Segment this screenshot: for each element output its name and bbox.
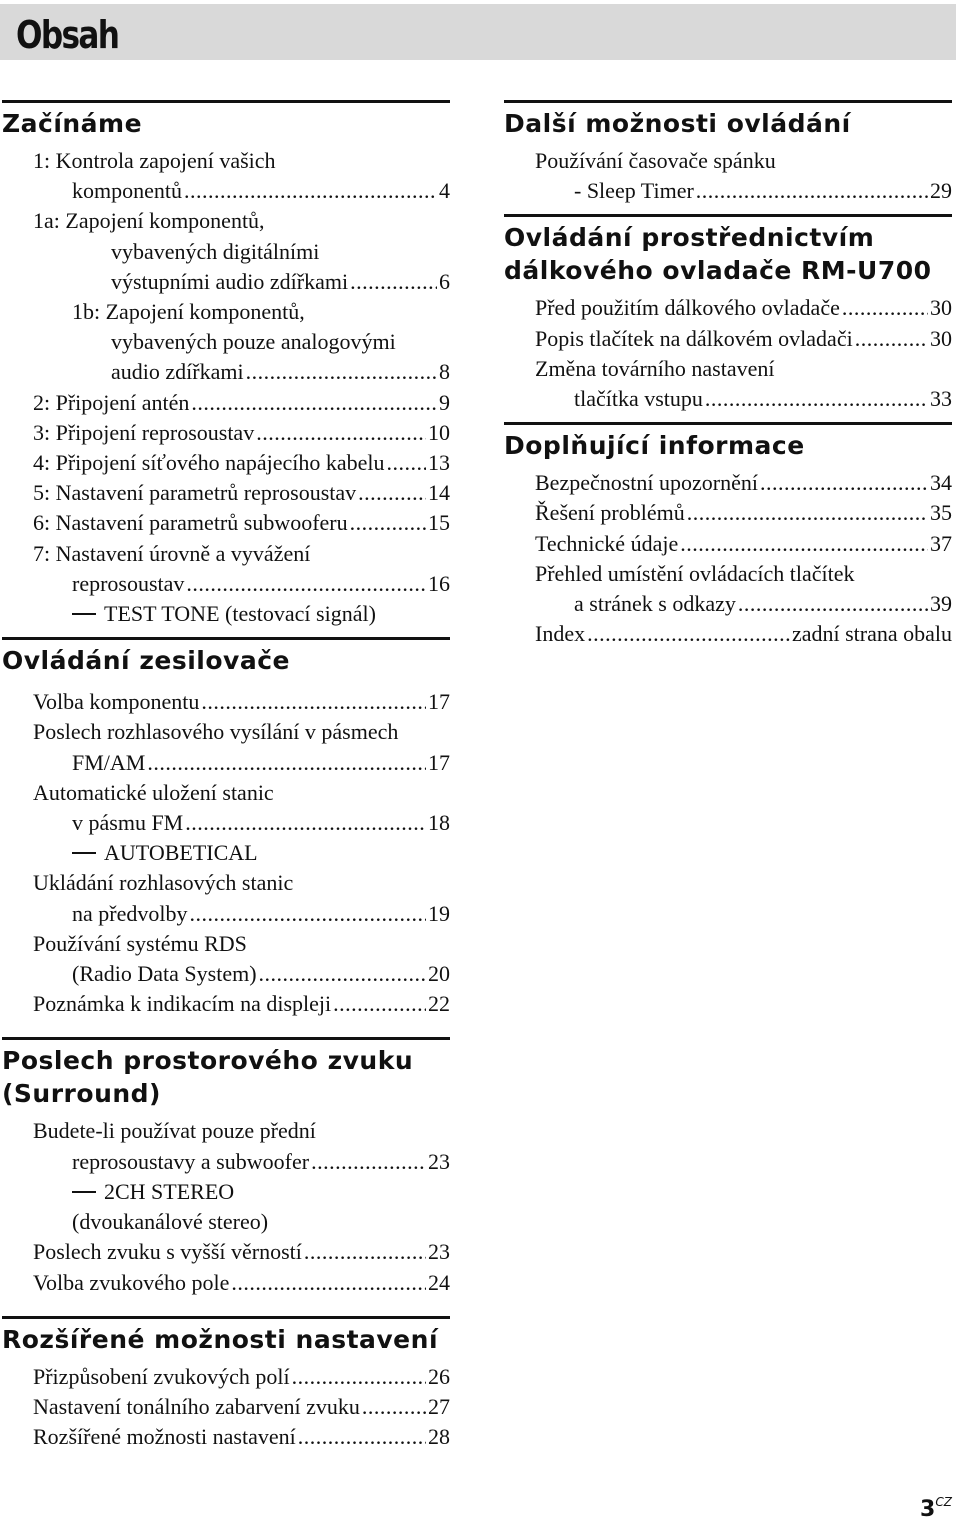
toc-page-number: 8 xyxy=(439,359,450,385)
toc-entry-text: Poznámka k indikacím na displeji xyxy=(33,991,332,1017)
toc-entry-text: 3: Připojení reprosoustav xyxy=(33,419,255,445)
toc-entry-line: Používání časovače spánku xyxy=(535,148,776,173)
leader-dots xyxy=(185,808,426,838)
toc-entry-text: reprosoustav xyxy=(72,570,185,596)
toc-entry-text: 4: Připojení síťového napájecího kabelu xyxy=(33,450,385,476)
toc-page-number: 23 xyxy=(428,1239,450,1265)
toc-entry-text: Index xyxy=(535,621,586,647)
toc-entry[interactable] xyxy=(2,748,450,778)
toc-entry-line: Změna továrního nastavení xyxy=(535,355,775,381)
toc-entry-text: reprosoustavy a subwoofer xyxy=(72,1148,310,1174)
toc-entries xyxy=(504,146,952,206)
toc-page-number: 23 xyxy=(428,1148,450,1174)
toc-entry-line: vybavených digitálními xyxy=(111,238,320,264)
section-zesilovac xyxy=(2,637,450,1019)
toc-entry[interactable] xyxy=(2,357,450,387)
toc-entry-text: Rozšířené možnosti nastavení xyxy=(33,1424,296,1450)
toc-entry[interactable] xyxy=(2,448,450,478)
toc-entry[interactable] xyxy=(2,176,450,206)
leader-dots xyxy=(186,569,426,599)
toc-entry[interactable] xyxy=(2,1147,450,1177)
toc-entry[interactable] xyxy=(2,959,450,989)
toc-entries xyxy=(504,468,952,649)
toc-entry-text: tlačítka vstupu xyxy=(574,386,703,412)
leader-dots xyxy=(350,508,426,538)
toc-entry-line: 1b: Zapojení komponentů, xyxy=(72,299,305,325)
toc-page-number: 26 xyxy=(428,1363,450,1389)
toc-page-number: 18 xyxy=(428,810,450,836)
toc-page-number: 30 xyxy=(930,325,952,351)
toc-entry-text: komponentů xyxy=(72,178,182,204)
page-title: Obsah xyxy=(16,13,119,57)
leader-dots xyxy=(587,619,790,649)
toc-entry-line: Automatické uložení stanic xyxy=(33,779,274,805)
toc-entry[interactable] xyxy=(504,384,952,414)
toc-page-number: 9 xyxy=(439,389,450,415)
toc-entry-line: Budete-li používat pouze přední xyxy=(33,1118,316,1144)
page-language-code: CZ xyxy=(935,1495,952,1509)
toc-entry-text: Volba zvukového pole xyxy=(33,1269,230,1295)
section-heading-line2: dálkového ovladače RM-U700 xyxy=(504,256,932,286)
toc-entry[interactable] xyxy=(504,324,952,354)
dash-icon xyxy=(72,613,96,615)
section-heading: Začínáme xyxy=(2,109,143,138)
section-heading: Poslech prostorového zvuku xyxy=(2,1046,414,1076)
section-heading: Doplňující informace xyxy=(504,431,805,461)
toc-page-number: 29 xyxy=(930,178,952,204)
dash-icon xyxy=(72,852,96,854)
toc-entry-text: 5: Nastavení parametrů reprosoustav xyxy=(33,480,357,506)
toc-entry[interactable] xyxy=(2,899,450,929)
toc-page-number: 37 xyxy=(930,530,952,556)
toc-page-number: 28 xyxy=(428,1424,450,1450)
leader-dots xyxy=(184,176,437,206)
toc-entry-line: 7: Nastavení úrovně a vyvážení xyxy=(33,540,311,566)
leader-dots xyxy=(705,384,928,414)
leader-dots xyxy=(147,748,426,778)
toc-entry-line: Ukládání rozhlasových stanic xyxy=(33,870,294,896)
leader-dots xyxy=(687,498,928,528)
leader-dots xyxy=(246,357,437,387)
toc-entry[interactable] xyxy=(504,529,952,559)
section-heading: Ovládání zesilovače xyxy=(2,646,290,676)
toc-page-number: 19 xyxy=(428,900,450,926)
leader-dots xyxy=(259,959,426,989)
toc-entry-text: Volba komponentu xyxy=(33,689,200,715)
toc-page-number: 39 xyxy=(930,591,952,617)
section-heading-line2: (Surround) xyxy=(2,1079,161,1109)
toc-entry[interactable] xyxy=(2,1237,450,1267)
leader-dots xyxy=(362,1392,426,1422)
toc-entry-line: 1: Kontrola zapojení vašich xyxy=(33,148,276,173)
toc-page-number: 27 xyxy=(428,1393,450,1419)
toc-entry[interactable] xyxy=(2,1268,450,1298)
toc-page-number: 14 xyxy=(428,480,450,506)
toc-entry[interactable] xyxy=(504,468,952,498)
leader-dots xyxy=(304,1237,426,1267)
toc-entries xyxy=(2,687,450,1019)
toc-page-number: 4 xyxy=(439,178,450,204)
toc-page-number: 10 xyxy=(428,419,450,445)
toc-entry[interactable] xyxy=(2,687,450,717)
toc-page-number: 22 xyxy=(428,991,450,1017)
toc-entry[interactable] xyxy=(2,478,450,508)
toc-page-number: zadní strana obalu xyxy=(791,621,952,647)
toc-entries xyxy=(2,1362,450,1453)
page-number-value: 3 xyxy=(920,1497,936,1522)
toc-subentry[interactable] xyxy=(2,838,450,868)
toc-entry[interactable] xyxy=(2,418,450,448)
section-zaciname xyxy=(2,100,450,629)
section-heading: Další možnosti ovládání xyxy=(504,109,851,138)
toc-entry[interactable] xyxy=(504,589,952,619)
section-rule xyxy=(2,100,450,103)
toc-page-number: 33 xyxy=(930,386,952,412)
section-dalsi xyxy=(504,100,952,206)
leader-dots xyxy=(855,324,928,354)
leader-dots xyxy=(201,687,426,717)
toc-entry-text: Řešení problémů xyxy=(535,500,685,526)
toc-entry-text: Popis tlačítek na dálkovém ovladači xyxy=(535,325,853,351)
toc-subentry[interactable] xyxy=(2,599,450,629)
leader-dots xyxy=(256,418,426,448)
toc-entry[interactable] xyxy=(2,808,450,838)
toc-page-number: 30 xyxy=(930,295,952,321)
section-rule xyxy=(504,214,952,217)
toc-entry[interactable] xyxy=(2,569,450,599)
toc-entry-text: Před použitím dálkového ovladače xyxy=(535,295,840,321)
toc-entry[interactable] xyxy=(504,176,952,206)
section-surround xyxy=(2,1037,450,1297)
toc-entry[interactable] xyxy=(2,388,450,418)
toc-entry[interactable] xyxy=(504,619,952,649)
leader-dots xyxy=(292,1362,426,1392)
leader-dots xyxy=(387,448,426,478)
toc-page-number: 17 xyxy=(428,749,450,775)
toc-entry[interactable] xyxy=(2,1422,450,1452)
section-rule xyxy=(2,637,450,640)
toc-entry[interactable] xyxy=(504,293,952,323)
toc-entry-line: Přehled umístění ovládacích tlačítek xyxy=(535,560,855,586)
toc-entry-text: Technické údaje xyxy=(535,530,679,556)
toc-page-number: 17 xyxy=(428,689,450,715)
leader-dots xyxy=(760,468,928,498)
toc-entries xyxy=(504,293,952,414)
toc-entry-text: audio zdířkami xyxy=(111,359,244,385)
toc-entry-line: Poslech rozhlasového vysílání v pásmech xyxy=(33,719,399,745)
toc-page-number: 35 xyxy=(930,500,952,526)
toc-entry[interactable] xyxy=(504,498,952,528)
toc-entry[interactable] xyxy=(2,1392,450,1422)
leader-dots xyxy=(311,1147,426,1177)
toc-page-number: 24 xyxy=(428,1269,450,1295)
toc-page-number: 6 xyxy=(439,268,450,294)
toc-entries xyxy=(2,1116,450,1297)
toc-entry-text: (Radio Data System) xyxy=(72,961,257,987)
toc-entry-text: Poslech zvuku s vyšší věrností xyxy=(33,1239,302,1265)
section-doplnujici xyxy=(504,422,952,649)
toc-entry-line: vybavených pouze analogovými xyxy=(111,329,396,355)
toc-entries xyxy=(2,146,450,629)
toc-entry[interactable] xyxy=(2,1362,450,1392)
section-dalkovy xyxy=(504,214,952,414)
toc-entry-text: - Sleep Timer xyxy=(574,178,694,204)
leader-dots xyxy=(696,176,928,206)
toc-entry[interactable] xyxy=(2,989,450,1019)
toc-entry-line: 1a: Zapojení komponentů, xyxy=(33,208,265,234)
section-rule xyxy=(2,1316,450,1319)
leader-dots xyxy=(350,267,437,297)
toc-page-number: 16 xyxy=(428,570,450,596)
leader-dots xyxy=(358,478,426,508)
toc-entry-line: Používání systému RDS xyxy=(33,930,247,956)
toc-entry-text: Bezpečnostní upozornění xyxy=(535,470,758,496)
toc-entry-text: Nastavení tonálního zabarvení zvuku xyxy=(33,1393,360,1419)
page-number xyxy=(920,1488,952,1524)
toc-entry[interactable] xyxy=(2,267,450,297)
leader-dots xyxy=(231,1268,426,1298)
toc-page-number: 34 xyxy=(930,470,952,496)
toc-entry-text: 2CH STEREO xyxy=(104,1178,235,1204)
leader-dots xyxy=(842,293,928,323)
leader-dots xyxy=(189,899,426,929)
leader-dots xyxy=(333,989,426,1019)
toc-entry-text: 2: Připojení antén xyxy=(33,389,190,415)
section-rozsirene xyxy=(2,1316,450,1453)
toc-page-number: 15 xyxy=(428,510,450,536)
toc-entry-text: na předvolby xyxy=(72,900,188,926)
leader-dots xyxy=(191,388,437,418)
toc-entry-text: výstupními audio zdířkami xyxy=(111,268,349,294)
toc-page-number: 20 xyxy=(428,961,450,987)
section-heading: Rozšířené možnosti nastavení xyxy=(2,1324,439,1354)
toc-entry[interactable] xyxy=(2,508,450,538)
title-bar xyxy=(0,4,956,60)
left-column xyxy=(2,100,450,1452)
dash-icon xyxy=(72,1191,96,1193)
toc-entry-text: Přizpůsobení zvukových polí xyxy=(33,1363,290,1389)
toc-page-number: 13 xyxy=(428,450,450,476)
right-column xyxy=(504,100,952,649)
leader-dots xyxy=(298,1422,426,1452)
toc-entry-line: (dvoukanálové stereo) xyxy=(72,1209,269,1235)
section-rule xyxy=(2,1037,450,1040)
toc-subentry[interactable] xyxy=(2,1177,450,1207)
toc-entry-text: 6: Nastavení parametrů subwooferu xyxy=(33,510,348,536)
section-rule xyxy=(504,422,952,425)
leader-dots xyxy=(738,589,928,619)
toc-entry-text: FM/AM xyxy=(72,749,146,775)
leader-dots xyxy=(680,529,928,559)
section-heading: Ovládání prostřednictvím xyxy=(504,223,875,253)
toc-entry-text: v pásmu FM xyxy=(72,810,184,836)
toc-entry-text: TEST TONE (testovací signál) xyxy=(104,601,376,627)
toc-entry-text: AUTOBETICAL xyxy=(104,840,258,866)
section-rule xyxy=(504,100,952,103)
toc-entry-text: a stránek s odkazy xyxy=(574,591,736,617)
